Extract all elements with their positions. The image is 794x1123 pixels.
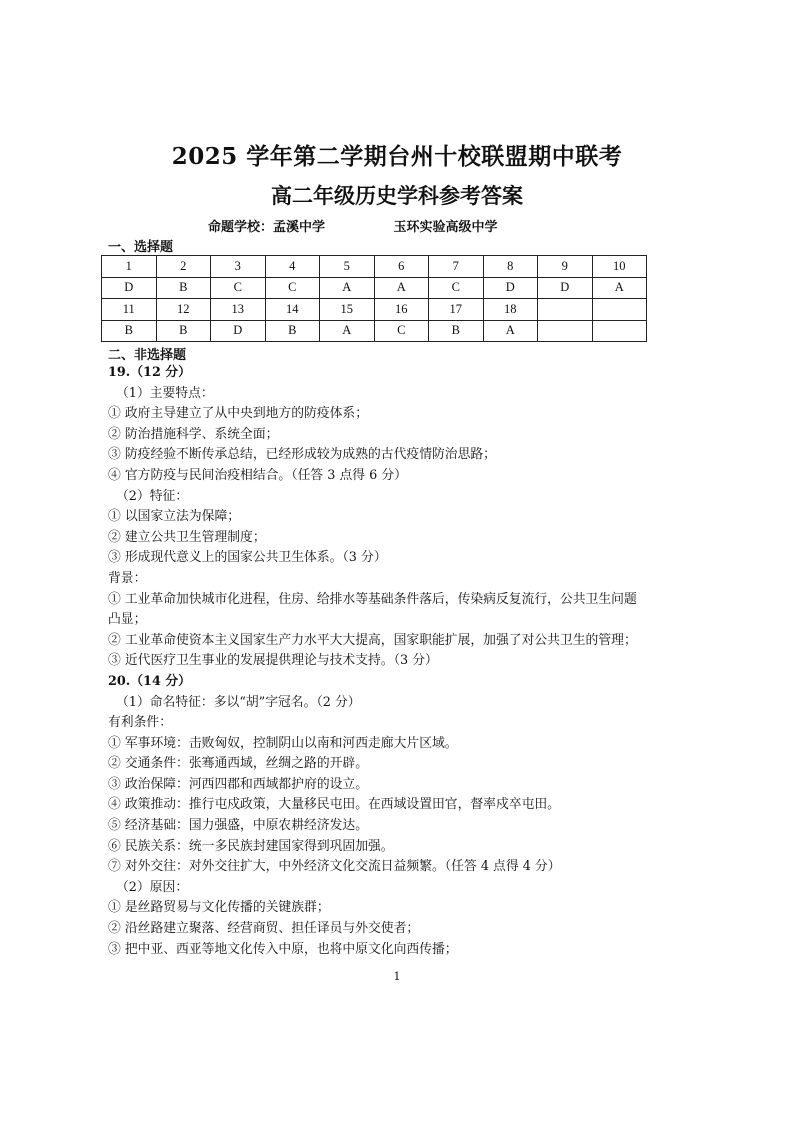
table-cell: A [483, 320, 538, 342]
table-cell: 4 [265, 256, 320, 278]
answer-line: （1）主要特点： [116, 385, 214, 401]
answer-line: 背景： [108, 570, 147, 586]
answer-line: ① 工业革命加快城市化进程，住房、给排水等基础条件落后，传染病反复流行，公共卫生问题 [108, 591, 637, 607]
answer-line: （2）特征： [116, 488, 189, 504]
page-number: 1 [393, 970, 401, 983]
answer-line: ② 交通条件：张骞通西域，丝绸之路的开辟。 [108, 756, 369, 772]
table-cell: 12 [156, 299, 211, 321]
answer-line: ③ 政治保障：河西四郡和西域都护府的设立。 [108, 776, 369, 792]
answer-line: ④ 官方防疫与民间治疫相结合。（任答 3 点得 6 分） [108, 467, 407, 483]
table-cell: 5 [320, 256, 375, 278]
answer-line: ⑤ 经济基础：国力强盛，中原农耕经济发达。 [108, 818, 369, 834]
table-cell: 9 [538, 256, 593, 278]
answer-line: ① 是丝路贸易与文化传播的关键族群； [108, 900, 330, 916]
answer-line: ③ 形成现代意义上的国家公共卫生体系。（3 分） [108, 550, 387, 566]
table-cell [592, 299, 647, 321]
answer-line: 有利条件： [108, 715, 172, 731]
table-cell: 18 [483, 299, 538, 321]
table-cell [592, 320, 647, 342]
answer-line: ② 沿丝路建立聚落、经营商贸、担任译员与外交使者； [108, 921, 420, 937]
table-row [102, 277, 647, 299]
answer-line: ② 工业革命使资本主义国家生产力水平大大提高，国家职能扩展，加强了对公共卫生的管理； [108, 632, 637, 648]
table-cell: A [592, 277, 647, 299]
table-cell: 11 [102, 299, 157, 321]
table-cell [538, 299, 593, 321]
answer-line: ⑦ 对外交往：对外交往扩大，中外经济文化交流日益频繁。（任答 4 点得 4 分） [108, 859, 561, 875]
table-cell: C [374, 320, 429, 342]
table-cell: C [265, 277, 320, 299]
answer-line: ① 政府主导建立了从中央到地方的防疫体系； [108, 406, 369, 422]
table-cell: 16 [374, 299, 429, 321]
table-cell: 15 [320, 299, 375, 321]
table-row [102, 256, 647, 278]
table-cell: A [374, 277, 429, 299]
table-cell: 17 [429, 299, 484, 321]
table-cell: D [102, 277, 157, 299]
table-cell: 2 [156, 256, 211, 278]
table-cell: C [211, 277, 266, 299]
answer-line: （2）原因： [116, 879, 189, 895]
table-cell: D [211, 320, 266, 342]
table-cell: 8 [483, 256, 538, 278]
table-cell: D [538, 277, 593, 299]
question-heading: 20.（14 分） [108, 673, 191, 689]
answer-line: ② 建立公共卫生管理制度； [108, 529, 266, 545]
answer-line: 凸显； [108, 612, 147, 628]
table-cell: 13 [211, 299, 266, 321]
table-cell: A [320, 277, 375, 299]
answer-line: ② 防治措施科学、系统全面； [108, 426, 279, 442]
question-heading: 19.（12 分） [108, 365, 191, 380]
table-cell: 3 [211, 256, 266, 278]
table-cell: B [429, 320, 484, 342]
table-row [102, 320, 647, 342]
table-cell: 14 [265, 299, 320, 321]
page-title: 2025 学年第二学期台州十校联盟期中联考 [171, 143, 623, 170]
answer-line: （1）命名特征：多以“胡”字冠名。（2 分） [116, 694, 361, 710]
table-cell: 1 [102, 256, 157, 278]
table-cell: 6 [374, 256, 429, 278]
table-cell: B [156, 320, 211, 342]
schools-line [208, 216, 498, 235]
answer-line: ⑥ 民族关系：统一多民族封建国家得到巩固加强。 [108, 838, 394, 854]
answer-line: ① 军事环境：击败匈奴，控制阴山以南和河西走廊大片区域。 [108, 735, 458, 751]
table-cell: B [102, 320, 157, 342]
answer-body [108, 363, 698, 960]
school-label: 命题学校：孟溪中学 [208, 220, 326, 235]
answer-table [101, 255, 647, 342]
table-cell: C [429, 277, 484, 299]
page-subtitle: 高二年级历史学科参考答案 [271, 183, 523, 208]
answer-line: ③ 防疫经验不断传承总结，已经形成较为成熟的古代疫情防治思路； [108, 447, 496, 463]
table-row [102, 299, 647, 321]
table-cell: B [265, 320, 320, 342]
section2-heading: 二、非选择题 [108, 348, 187, 363]
answer-line: ① 以国家立法为保障； [108, 509, 241, 525]
table-cell: 7 [429, 256, 484, 278]
table-cell: 10 [592, 256, 647, 278]
answer-line: ③ 近代医疗卫生事业的发展提供理论与技术支持。（3 分） [108, 653, 438, 669]
table-cell: D [483, 277, 538, 299]
table-cell [538, 320, 593, 342]
answer-line: ④ 政策推动：推行屯戍政策，大量移民屯田。在西域设置田官，督率戍卒屯田。 [108, 797, 560, 813]
section1-heading: 一、选择题 [108, 240, 174, 255]
answer-line: ③ 把中亚、西亚等地文化传入中原，也将中原文化向西传播； [108, 941, 458, 957]
table-cell: B [156, 277, 211, 299]
table-cell: A [320, 320, 375, 342]
school-second: 玉环实验高级中学 [393, 220, 498, 235]
